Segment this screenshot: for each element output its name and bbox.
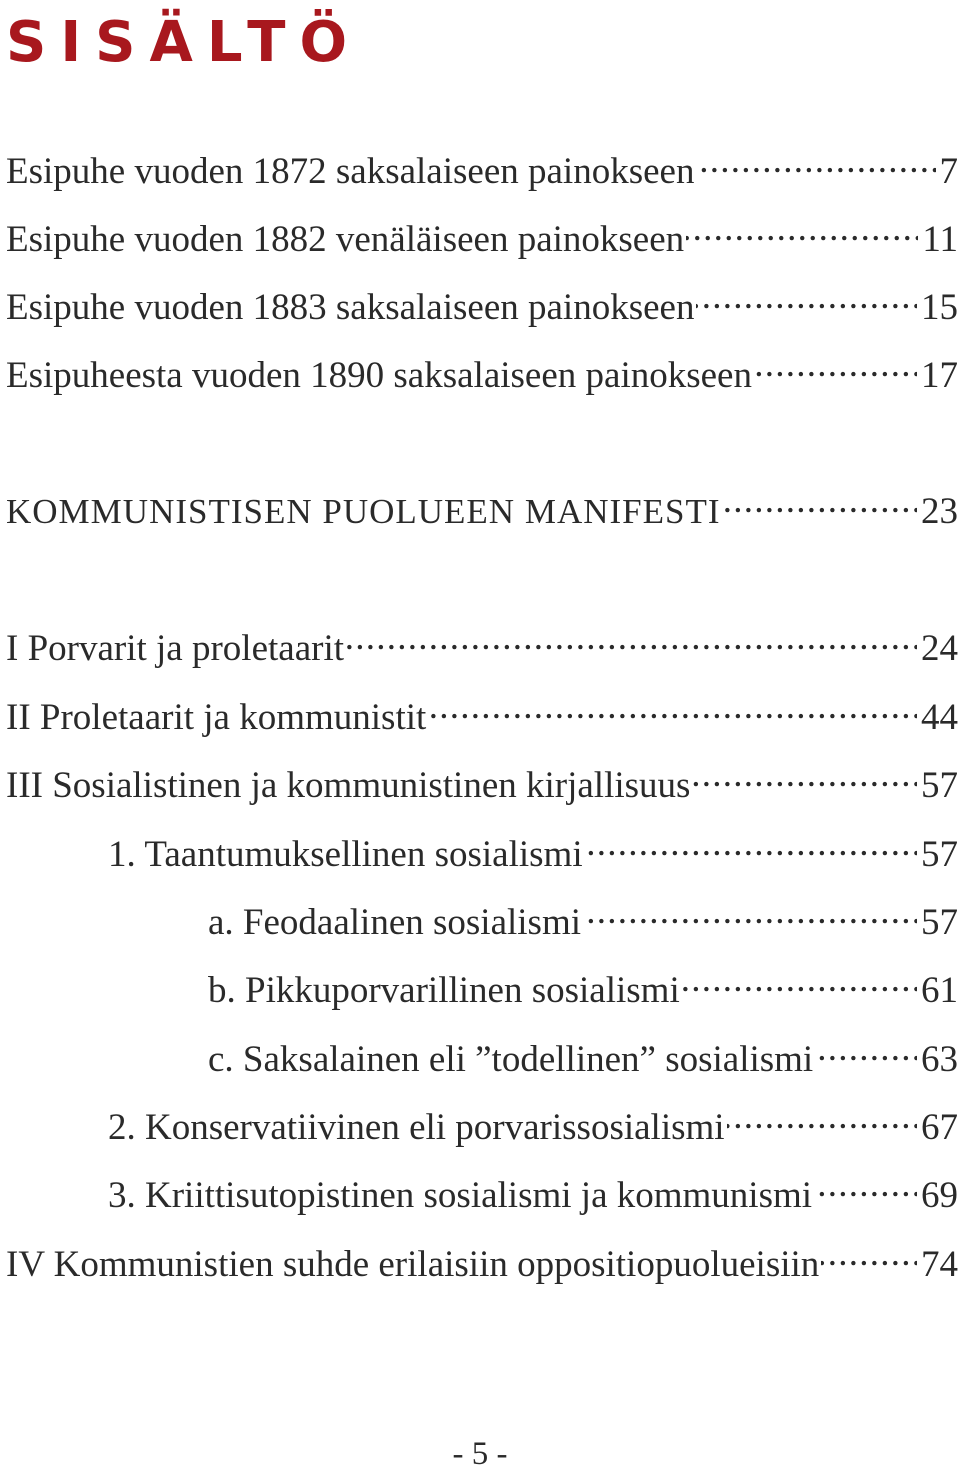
- toc-entry-page: 57: [921, 834, 958, 875]
- toc-entry: [6, 753, 958, 806]
- toc-entry-title: IV Kommunistien suhde erilaisiin oppositiopuolueisiin: [6, 1244, 820, 1285]
- toc-subentry: [108, 1163, 958, 1216]
- toc-entry-title: I Porvarit ja proletaarit: [6, 628, 345, 669]
- toc-entry-page: 63: [921, 1039, 958, 1080]
- toc-entry-page: 24: [921, 628, 958, 669]
- dot-leader: [696, 275, 917, 319]
- toc-entry-title: 1. Taantumuksellinen sosialismi: [108, 834, 583, 875]
- toc-subentry: [108, 1095, 958, 1148]
- toc-subsubentry: [208, 958, 958, 1011]
- dot-leader: [814, 1163, 917, 1207]
- toc-entry-main-title: [6, 479, 958, 532]
- toc-entry-title: Esipuhe vuoden 1883 saksalaiseen painokseen: [6, 287, 695, 328]
- dot-leader: [346, 616, 917, 660]
- toc-entry-title: b. Pikkuporvarillinen sosialismi: [208, 970, 680, 1011]
- toc-entry: [6, 616, 958, 669]
- toc-entry-page: 57: [921, 902, 958, 943]
- dot-leader: [583, 890, 917, 934]
- toc-entry: [6, 139, 958, 192]
- toc-subsubentry: [208, 1027, 958, 1080]
- toc-entry-title: c. Saksalainen eli ”todellinen” sosialismi: [208, 1039, 814, 1080]
- dot-leader: [696, 139, 935, 183]
- toc-subentry: [108, 822, 958, 875]
- toc-entry-page: 23: [921, 491, 958, 532]
- dot-leader: [428, 685, 917, 729]
- dot-leader: [585, 822, 917, 866]
- dot-leader: [686, 207, 918, 251]
- toc-entry-page: 15: [921, 287, 958, 328]
- dot-leader: [692, 753, 917, 797]
- page-heading: SISÄLTÖ: [6, 10, 362, 75]
- toc-entry: [6, 343, 958, 396]
- toc-entry-title: Esipuheesta vuoden 1890 saksalaiseen painokseen: [6, 355, 752, 396]
- toc-entry-page: 7: [939, 151, 958, 192]
- toc-entry-title: 3. Kriittisutopistinen sosialismi ja kommunismi: [108, 1175, 813, 1216]
- toc-entry-page: 11: [922, 219, 958, 260]
- dot-leader: [723, 479, 918, 523]
- toc-entry-title: KOMMUNISTISEN PUOLUEEN MANIFESTI: [6, 492, 721, 531]
- toc-entry-title: Esipuhe vuoden 1882 venäläiseen painokseen: [6, 219, 685, 260]
- toc-entry: [6, 207, 958, 260]
- toc-entry: [6, 685, 958, 738]
- toc-entry-title: a. Feodaalinen sosialismi: [208, 902, 582, 943]
- page-number: - 5 -: [452, 1436, 508, 1472]
- dot-leader: [815, 1027, 917, 1071]
- dot-leader: [682, 958, 917, 1002]
- toc-subsubentry: [208, 890, 958, 943]
- toc-entry-page: 61: [921, 970, 958, 1011]
- toc-entry-title: III Sosialistinen ja kommunistinen kirjallisuus: [6, 765, 691, 806]
- toc-entry: [6, 1232, 958, 1285]
- toc-entry: [6, 275, 958, 328]
- dot-leader: [727, 1095, 917, 1139]
- toc-entry-title: II Proletaarit ja kommunistit: [6, 697, 427, 738]
- toc-entry-page: 74: [921, 1244, 958, 1285]
- toc-entry-page: 44: [921, 697, 958, 738]
- toc-entry-title: 2. Konservatiivinen eli porvarissosialismi: [108, 1107, 725, 1148]
- dot-leader: [821, 1232, 917, 1276]
- toc-entry-page: 17: [921, 355, 958, 396]
- dot-leader: [754, 343, 917, 387]
- toc-entry-page: 69: [921, 1175, 958, 1216]
- toc-entry-title: Esipuhe vuoden 1872 saksalaiseen painokseen: [6, 151, 695, 192]
- toc-entry-page: 67: [921, 1107, 958, 1148]
- toc-entry-page: 57: [921, 765, 958, 806]
